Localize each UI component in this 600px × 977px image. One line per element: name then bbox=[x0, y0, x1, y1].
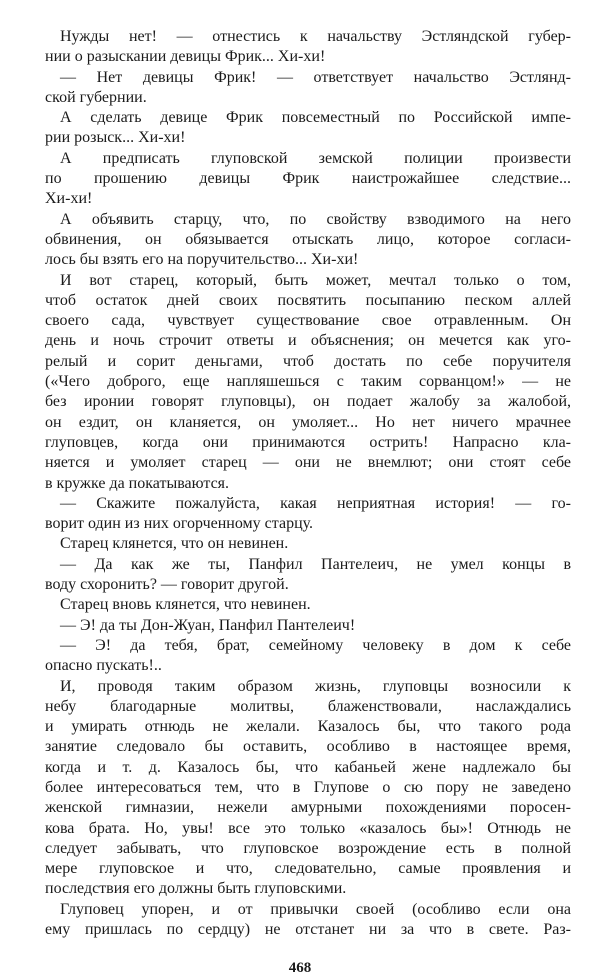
paragraph bbox=[45, 494, 571, 535]
text-line: Глуповец упорен, и от привычки своей (особливо если она bbox=[60, 900, 571, 918]
paragraph bbox=[45, 149, 571, 210]
text-line: по прошению девицы Фрик наистрожайшее следствие... bbox=[45, 170, 571, 188]
paragraph bbox=[45, 616, 571, 636]
text-line: Старец вновь клянется, что невинен. bbox=[60, 596, 311, 614]
text-line: Нужды нет! — отнестись к начальству Эстляндской губер- bbox=[60, 28, 571, 45]
text-line: ворит один из них огорченному старцу. bbox=[45, 515, 314, 533]
text-line: рии розыск... Хи-хи! bbox=[45, 129, 186, 147]
text-line: обвинения, он обязывается отыскать лицо, которое согласи- bbox=[45, 230, 571, 248]
text-line: А объявить старцу, что, по свойству взводимого на него bbox=[60, 210, 571, 228]
text-line: («Чего доброго, еще напляшешься с таким сорванцом!» — не bbox=[45, 373, 571, 391]
text-line: следует забывать, что глуповское возрождение есть в полной bbox=[45, 839, 571, 857]
text-line: — Э! да ты Дон-Жуан, Панфил Пантелеич! bbox=[60, 616, 356, 634]
text-line: Старец клянется, что он невинен. bbox=[60, 535, 289, 553]
text-line: няется и умоляет старец — они не внемлют; они стоят себе bbox=[45, 454, 571, 472]
text-line: в кружке да покатываются. bbox=[45, 474, 230, 492]
text-line: занятие следовало бы оставить, особливо в настоящее время, bbox=[45, 738, 571, 756]
text-line: ему пришлась по сердцу) не отстанет ни за что в свете. Раз- bbox=[45, 921, 571, 939]
text-line: женской гимназии, нежели амурными похождениями поросен- bbox=[45, 799, 571, 817]
text-line: своего сада, чувствует существование свое отравленным. Он bbox=[45, 312, 571, 330]
text-line: он ездит, он кланяется, он умоляет... Но нет ничего мрачнее bbox=[45, 413, 571, 431]
paragraph bbox=[45, 900, 571, 941]
text-line: без иронии говорят глуповцы), он подает жалобу за жалобой, bbox=[45, 393, 571, 411]
paragraph bbox=[45, 555, 571, 596]
text-line: — Скажите пожалуйста, какая неприятная история! — го- bbox=[60, 494, 571, 512]
text-line: опасно пускать!.. bbox=[45, 657, 162, 675]
text-line: кова брата. Но, увы! все это только «казалось бы»! Отнюдь не bbox=[45, 819, 571, 837]
text-line: А предписать глуповской земской полиции произвести bbox=[60, 149, 571, 167]
text-line: И вот старец, который, быть может, мечтал только о том, bbox=[60, 271, 571, 289]
text-line: ской губернии. bbox=[45, 88, 147, 106]
paragraph bbox=[45, 534, 571, 554]
text-line: когда и т. д. Казалось бы, что кабаньей жене надлежало бы bbox=[45, 758, 571, 776]
text-line: — Нет девицы Фрик! — ответствует начальство Эстлянд- bbox=[60, 68, 571, 86]
paragraph bbox=[45, 108, 571, 149]
paragraph bbox=[45, 210, 571, 271]
paragraph bbox=[45, 677, 571, 900]
paragraph bbox=[45, 595, 571, 615]
text-line: воду схоронить? — говорит другой. bbox=[45, 576, 289, 594]
text-line: А сделать девице Фрик повсеместный по Российской импе- bbox=[60, 109, 571, 127]
text-line: — Э! да тебя, брат, семейному человеку в дом к себе bbox=[60, 636, 571, 654]
text-line: мере глуповское и что, следовательно, самые проявления и bbox=[45, 860, 571, 878]
text-line: и умирать отнюдь не желали. Казалось бы, что такого рода bbox=[45, 718, 571, 736]
text-line: нии о разыскании девицы Фрик... Хи-хи! bbox=[45, 48, 326, 66]
text-line: глуповцев, когда они принимаются острить! Напрасно кла- bbox=[45, 433, 571, 451]
text-line: последствия его должны быть глуповскими. bbox=[45, 880, 347, 898]
paragraph bbox=[45, 636, 571, 677]
page-body-text bbox=[45, 27, 571, 940]
paragraph bbox=[45, 68, 571, 109]
text-line: лось бы взять его на поручительство... Хи-хи! bbox=[45, 251, 359, 269]
text-line: более интересоваться тем, что в Глупове о сю пору не заведено bbox=[45, 778, 571, 796]
paragraph bbox=[45, 27, 571, 68]
paragraph bbox=[45, 271, 571, 494]
text-line: И, проводя таким образом жизнь, глуповцы возносили к bbox=[60, 677, 571, 695]
text-line: день и ночь строчит ответы и объяснения; он мечется как уго- bbox=[45, 332, 571, 350]
page-number: 468 bbox=[288, 960, 312, 976]
text-line: релый и сорит деньгами, чтоб достать по себе поручителя bbox=[45, 352, 571, 370]
text-line: Хи-хи! bbox=[45, 190, 93, 208]
text-line: — Да как же ты, Панфил Пантелеич, не умел концы в bbox=[60, 555, 571, 573]
text-line: небу благодарные молитвы, блаженствовали, наслаждались bbox=[45, 697, 571, 715]
text-line: чтоб остаток дней своих посвятить посыпанию песком аллей bbox=[45, 291, 571, 309]
